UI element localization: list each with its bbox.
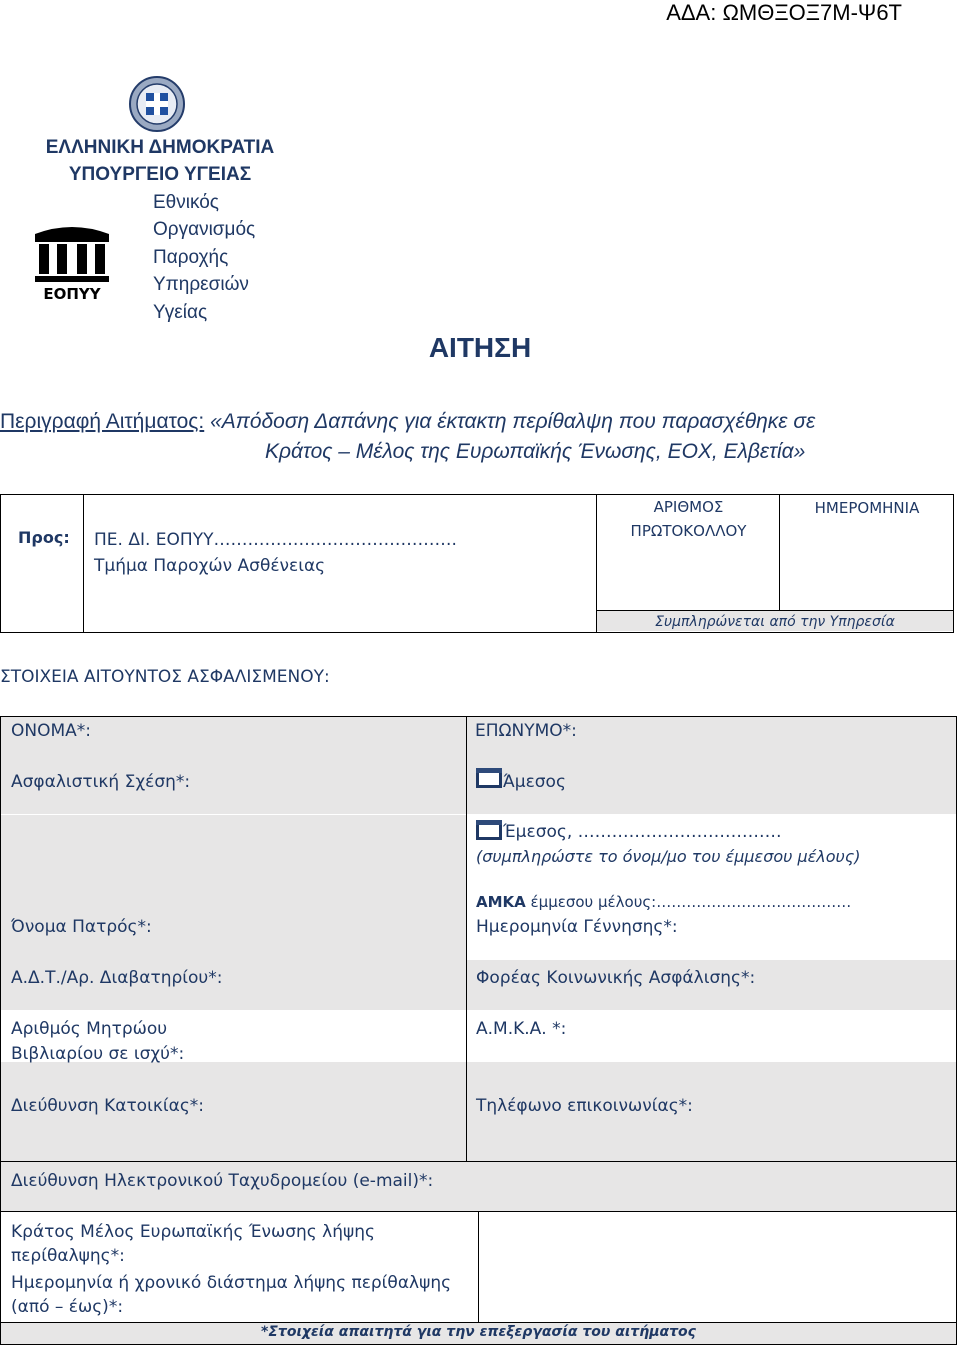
- indirect-checkbox[interactable]: [476, 820, 502, 840]
- email-top-border: [0, 1161, 957, 1162]
- amka-label: Α.Μ.Κ.Α. *:: [476, 1019, 567, 1039]
- table-top-border: [0, 716, 957, 717]
- header-republic: ΕΛΛΗΝΙΚΗ ΔΗΜΟΚΡΑΤΙΑ: [45, 137, 275, 158]
- table-left-border: [0, 716, 1, 1345]
- to-label: Προς:: [18, 528, 70, 547]
- to-box-bottom-border: [0, 632, 954, 633]
- org-line-4: Υπηρεσιών: [153, 274, 249, 295]
- section-title: ΣΤΟΙΧΕΙΑ ΑΙΤΟΥΝΤΟΣ ΑΣΦΑΛΙΣΜΕΝΟΥ:: [0, 667, 330, 687]
- phone-label: Τηλέφωνο επικοινωνίας*:: [476, 1096, 693, 1116]
- surname-label: ΕΠΩΝΥΜΟ*:: [475, 721, 577, 741]
- father-name-label: Όνομα Πατρός*:: [11, 917, 152, 937]
- eopyy-logo-text: ΕΟΠΥΥ: [43, 285, 101, 302]
- birth-date-label: Ημερομηνία Γέννησης*:: [476, 917, 678, 937]
- member-state-label-2: περίθαλψης*:: [11, 1246, 125, 1266]
- registry-label-2: Βιβλιαρίου σε ισχύ*:: [11, 1044, 185, 1064]
- table-bottom-border: [0, 1344, 957, 1345]
- insurance-relation-label: Ασφαλιστική Σχέση*:: [11, 772, 191, 792]
- table-right-border: [956, 716, 957, 1345]
- org-line-3: Παροχής: [153, 247, 229, 268]
- description-label: Περιγραφή Αιτήματος:: [0, 410, 205, 433]
- greek-crest-logo: [128, 75, 186, 133]
- applicant-shade-left: [1, 815, 466, 960]
- ada-code: ΑΔΑ: ΩΜΘΞΟΞ7Μ-Ψ6Τ: [666, 0, 902, 25]
- indirect-hint: (συμπληρώστε το όνομ/μο του έμμεσου μέλους): [476, 847, 861, 866]
- registry-label-1: Αριθμός Μητρώου: [11, 1019, 168, 1039]
- direct-label: Άμεσος: [503, 772, 566, 792]
- date-label: ΗΜΕΡΟΜΗΝΙΑ: [814, 499, 920, 517]
- description-text-2: Κράτος – Μέλος της Ευρωπαϊκής Ένωσης, ΕΟΧ, Ελβετία»: [265, 440, 806, 463]
- name-label: ΟΝΟΜΑ*:: [11, 721, 92, 741]
- care-period-label-1: Ημερομηνία ή χρονικό διάστημα λήψης περίθαλψης: [11, 1273, 452, 1293]
- org-line-5: Υγείας: [153, 302, 208, 323]
- document-title: ΑΙΤΗΣΗ: [428, 332, 532, 363]
- indirect-dots: ………………………………: [572, 822, 782, 842]
- required-fields-note: *Στοιχεία απαιτητά για την επεξεργασία του αιτήματος: [261, 1324, 696, 1340]
- recipient-line-1: ΠΕ. ΔΙ. ΕΟΠΥΥ…………………………………….: [94, 530, 457, 550]
- request-description: [0, 410, 815, 434]
- org-line-2: Οργανισμός: [153, 219, 256, 240]
- insurer-label: Φορέας Κοινωνικής Ασφάλισης*:: [476, 968, 756, 988]
- to-box-top-border: [0, 494, 954, 495]
- org-line-1: Εθνικός: [153, 192, 219, 213]
- indirect-label: Έμεσος,: [503, 822, 573, 842]
- table-center-divider: [466, 716, 467, 1161]
- service-note: Συμπληρώνεται από την Υπηρεσία: [655, 614, 895, 630]
- direct-checkbox[interactable]: [476, 768, 502, 788]
- description-text-1: «Απόδοση Δαπάνης για έκτακτη περίθαλψη που παρασχέθηκε σε: [210, 410, 816, 433]
- recipient-line-2: Τμήμα Παροχών Ασθένειας: [94, 556, 326, 576]
- protocol-label-2: ΠΡΩΤΟΚΟΛΛΟΥ: [630, 522, 747, 540]
- address-label: Διεύθυνση Κατοικίας*:: [11, 1096, 205, 1116]
- eopyy-logo: [33, 222, 111, 302]
- header-ministry: ΥΠΟΥΡΓΕΙΟ ΥΓΕΙΑΣ: [68, 164, 252, 185]
- to-box-inner-line: [596, 610, 954, 611]
- amka-indirect-rest: έμμεσου μέλους:…………………………………: [525, 893, 852, 911]
- amka-indirect-bold: ΑΜΚΑ: [476, 893, 526, 911]
- id-number-label: Α.Δ.Τ./Αρ. Διαβατηρίου*:: [11, 968, 223, 988]
- to-box-divider-1: [83, 494, 84, 633]
- footnote-top-border: [0, 1322, 957, 1323]
- care-divider: [478, 1211, 479, 1323]
- protocol-label-1: ΑΡΙΘΜΟΣ: [653, 498, 724, 516]
- amka-indirect-line: [476, 893, 851, 911]
- care-period-label-2: (από – έως)*:: [11, 1297, 124, 1317]
- to-box-left-border: [0, 494, 1, 633]
- member-state-label-1: Κράτος Μέλος Ευρωπαϊκής Ένωσης λήψης: [11, 1222, 375, 1242]
- indirect-line: [503, 822, 782, 842]
- email-label: Διεύθυνση Ηλεκτρονικού Ταχυδρομείου (e-mail)*:: [11, 1171, 434, 1191]
